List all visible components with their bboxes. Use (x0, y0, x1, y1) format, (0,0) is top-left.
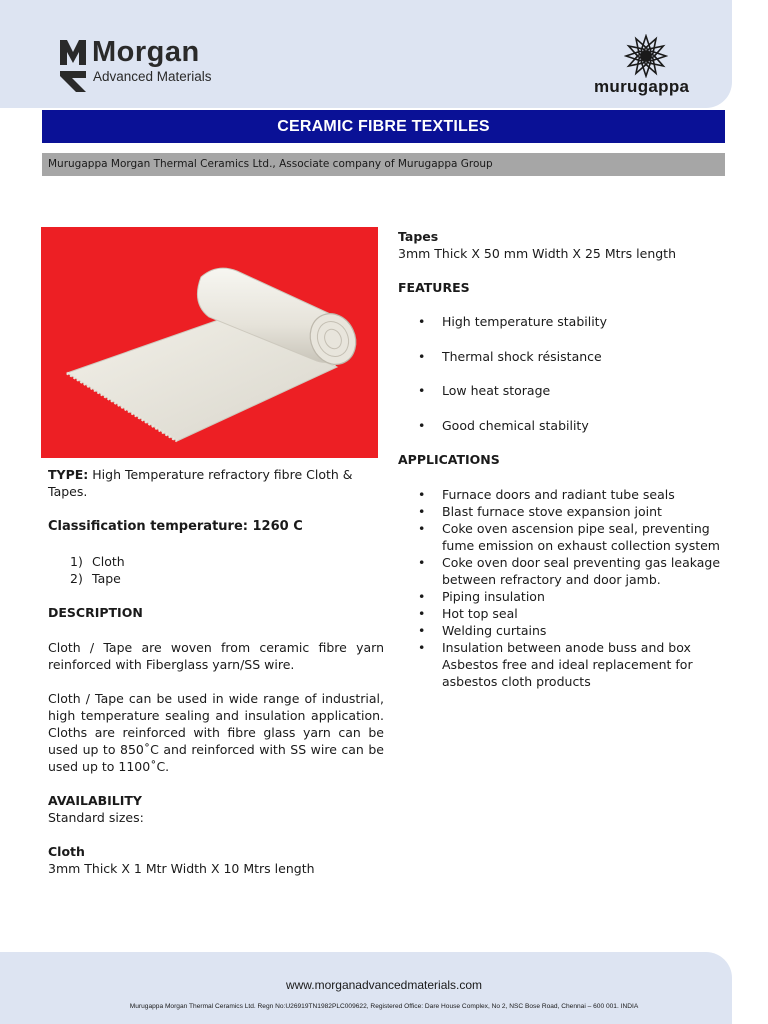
bullet-icon: • (418, 504, 426, 519)
bullet-icon: • (418, 521, 426, 536)
list-item: 1) Cloth (70, 554, 125, 569)
applications-heading: APPLICATIONS (398, 452, 500, 467)
type-list (70, 553, 384, 587)
list-item: • Welding curtains (418, 623, 547, 638)
bullet-icon: • (418, 589, 426, 604)
list-item: • Thermal shock résistance (418, 348, 602, 364)
cloth-size: 3mm Thick X 1 Mtr Width X 10 Mtrs length (48, 861, 315, 876)
list-item: • Insulation between anode buss and box Asbestos free and ideal replacement for asbestos cloth products (418, 640, 693, 689)
list-item: • Good chemical stability (418, 417, 589, 433)
list-item: • Coke oven door seal preventing gas leakage between refractory and door jamb. (418, 555, 721, 587)
morgan-logo-name: Morgan (92, 36, 200, 68)
morgan-logo (58, 38, 258, 94)
bullet-icon: • (418, 417, 426, 433)
murugappa-logo-name: murugappa (594, 77, 690, 96)
type-label: TYPE: (48, 467, 89, 482)
features-heading: FEATURES (398, 280, 470, 295)
footer-registration-text: Murugappa Morgan Thermal Ceramics Ltd. Regn No:U26919TN1982PLC009622, Registered Office: Dare House Complex, No 2, NSC Bose Road, Chennai – 600 001. INDIA (129, 1003, 639, 1010)
list-item: • High temperature stability (418, 314, 607, 329)
murugappa-logo (588, 34, 706, 100)
list-item: • Hot top seal (418, 606, 518, 621)
morgan-mark-icon (58, 38, 88, 92)
description-heading: DESCRIPTION (48, 605, 143, 620)
features-list (416, 313, 728, 434)
list-item: 2) Tape (70, 571, 121, 586)
morgan-logo-subtitle: Advanced Materials (93, 69, 212, 84)
right-column (398, 228, 728, 690)
page-title: CERAMIC FIBRE TEXTILES (42, 110, 725, 143)
bullet-icon: • (418, 383, 426, 398)
type-paragraph (48, 466, 384, 500)
bullet-icon: • (418, 555, 426, 570)
bullet-icon: • (418, 640, 426, 655)
left-column (48, 466, 384, 877)
tapes-heading: Tapes (398, 229, 439, 244)
applications-list (416, 486, 728, 690)
list-item: • Low heat storage (418, 383, 551, 398)
product-image (41, 227, 378, 458)
availability-heading: AVAILABILITY (48, 793, 142, 808)
murugappa-flower-icon (624, 34, 668, 78)
classification-temperature: Classification temperature: 1260 C (48, 519, 303, 534)
description-paragraph-1: Cloth / Tape are woven from ceramic fibre yarn reinforced with Fiberglass yarn/SS wire. (48, 640, 384, 672)
footer-website-link[interactable]: www.morganadvancedmaterials.com (285, 978, 483, 992)
bullet-icon: • (418, 348, 426, 364)
list-item: • Coke oven ascension pipe seal, preventing fume emission on exhaust collection system (418, 521, 720, 553)
bullet-icon: • (418, 487, 426, 502)
cloth-heading: Cloth (48, 844, 85, 859)
type-text: High Temperature refractory fibre Cloth & Tapes. (48, 467, 353, 499)
description-paragraph-2: Cloth / Tape can be used in wide range of industrial, high temperature sealing and insulation application. Cloths are reinforced with fibre glass yarn can be used up to 850˚C and reinforced with SS wire can be used up to 1100˚C. (48, 691, 384, 774)
bullet-icon: • (418, 606, 426, 621)
tapes-size: 3mm Thick X 50 mm Width X 25 Mtrs length (398, 246, 676, 261)
list-item: • Furnace doors and radiant tube seals (418, 487, 675, 502)
ceramic-cloth-roll-illustration (41, 227, 378, 458)
list-item: • Blast furnace stove expansion joint (418, 504, 662, 519)
list-item: • Piping insulation (418, 589, 545, 604)
company-subtitle: Murugappa Morgan Thermal Ceramics Ltd., Associate company of Murugappa Group (42, 153, 725, 176)
availability-text: Standard sizes: (48, 810, 144, 825)
bullet-icon: • (418, 623, 426, 638)
bullet-icon: • (418, 314, 426, 329)
